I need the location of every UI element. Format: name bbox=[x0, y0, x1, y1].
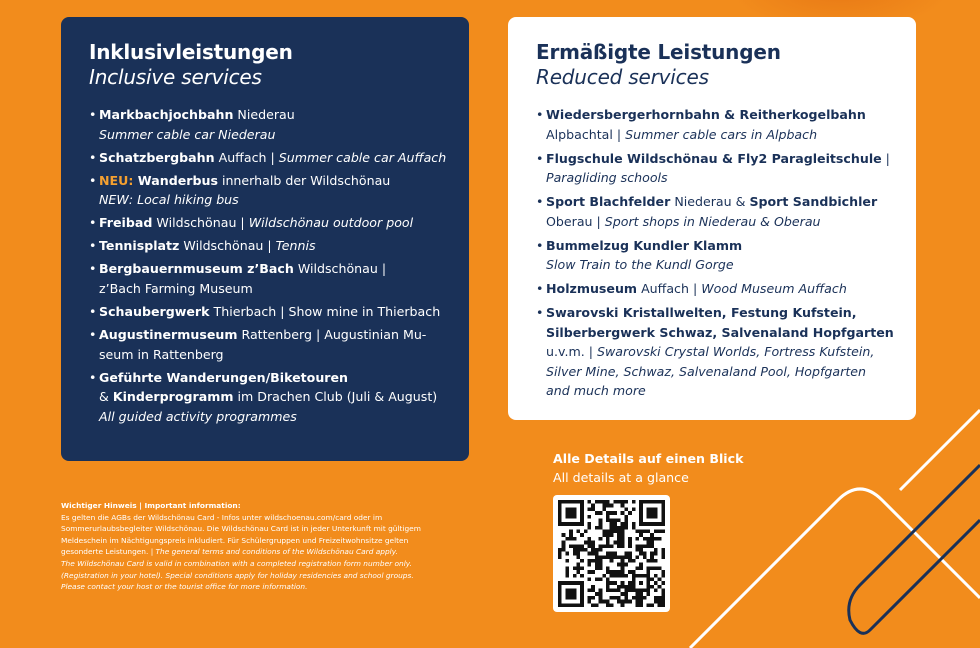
reduced-services-card bbox=[508, 17, 916, 420]
important-notice bbox=[61, 500, 501, 593]
details-block bbox=[553, 449, 743, 487]
list-item: • Swarovski Kristallwelten, Festung Kufstein, Silberbergwerk Schwaz, Salvenaland Hopfgarten u.v.m. | Swarovski Crystal Worlds, Fortress Kufstein, Silver Mine, Schwaz, Salvenaland Pool, Hopfgarten and much more bbox=[536, 303, 894, 401]
notice-title: Wichtiger Hinweis | Important information: bbox=[61, 501, 241, 510]
reduced-list bbox=[536, 105, 894, 401]
list-item: • Flugschule Wildschönau & Fly2 Paragleitschule | Paragliding schools bbox=[536, 149, 894, 188]
details-title: Alle Details auf einen Blick bbox=[553, 451, 744, 466]
list-item: • Bergbauernmuseum z’Bach Wildschönau | z’Bach Farming Museum bbox=[89, 259, 447, 298]
qr-code-icon bbox=[558, 500, 665, 607]
details-subtitle: All details at a glance bbox=[553, 470, 689, 485]
list-item: • Freibad Wildschönau | Wildschönau outdoor pool bbox=[89, 213, 447, 233]
list-item: • Wiedersbergerhornbahn & Reitherkogelbahn Alpbachtal | Summer cable cars in Alpbach bbox=[536, 105, 894, 144]
list-item: • Bummelzug Kundler Klamm Slow Train to the Kundl Gorge bbox=[536, 236, 894, 275]
qr-code[interactable] bbox=[553, 495, 670, 612]
notice-line: (Registration in your hotel). Special conditions apply for holiday residencies and school groups. bbox=[61, 570, 414, 580]
list-item: • Holzmuseum Auffach | Wood Museum Auffach bbox=[536, 279, 894, 299]
notice-line: The Wildschönau Card is valid in combination with a completed registration form number only. bbox=[61, 558, 412, 568]
notice-line: Meldeschein im Nächtigungspreis inkludiert. Für Schülergruppen und Freizeitwohnsitze gelten bbox=[61, 535, 409, 545]
inclusive-services-card bbox=[61, 17, 469, 461]
list-item: • Markbachjochbahn Niederau Summer cable car Niederau bbox=[89, 105, 447, 144]
list-item: • NEU: Wanderbus innerhalb der Wildschönau NEW: Local hiking bus bbox=[89, 171, 447, 210]
list-item: • Tennisplatz Wildschönau | Tennis bbox=[89, 236, 447, 256]
notice-line: Sommerurlaubsbegleiter Wildschönau. Die Wildschönau Card ist in jeder Unterkunft mit gültigem bbox=[61, 524, 421, 534]
white-diamond-line bbox=[690, 489, 980, 648]
notice-line: gesonderte Leistungen. | The general terms and conditions of the Wildschönau Card apply. bbox=[61, 547, 398, 557]
inclusive-list bbox=[89, 105, 447, 426]
inclusive-subtitle: Inclusive services bbox=[89, 65, 262, 89]
new-badge: NEU: bbox=[99, 172, 134, 188]
reduced-title: Ermäßigte Leistungen bbox=[536, 40, 781, 64]
inclusive-title: Inklusivleistungen bbox=[89, 40, 293, 64]
list-item: • Augustinermuseum Rattenberg | Augustinian Mu- seum in Rattenberg bbox=[89, 325, 447, 364]
list-item: • Sport Blachfelder Niederau & Sport Sandbichler Oberau | Sport shops in Niederau & Oberau bbox=[536, 192, 894, 231]
reduced-subtitle: Reduced services bbox=[536, 65, 709, 89]
notice-line: Es gelten die AGBs der Wildschönau Card - Infos unter wildschoenau.com/card oder im bbox=[61, 512, 383, 522]
list-item: • Schatzbergbahn Auffach | Summer cable car Auffach bbox=[89, 148, 447, 168]
notice-line: Please contact your host or the tourist office for more information. bbox=[61, 582, 308, 592]
list-item: • Schaubergwerk Thierbach | Show mine in Thierbach bbox=[89, 302, 447, 322]
list-item: • Geführte Wanderungen/Biketouren & Kinderprogramm im Drachen Club (Juli & August) All guided activity programmes bbox=[89, 368, 447, 427]
